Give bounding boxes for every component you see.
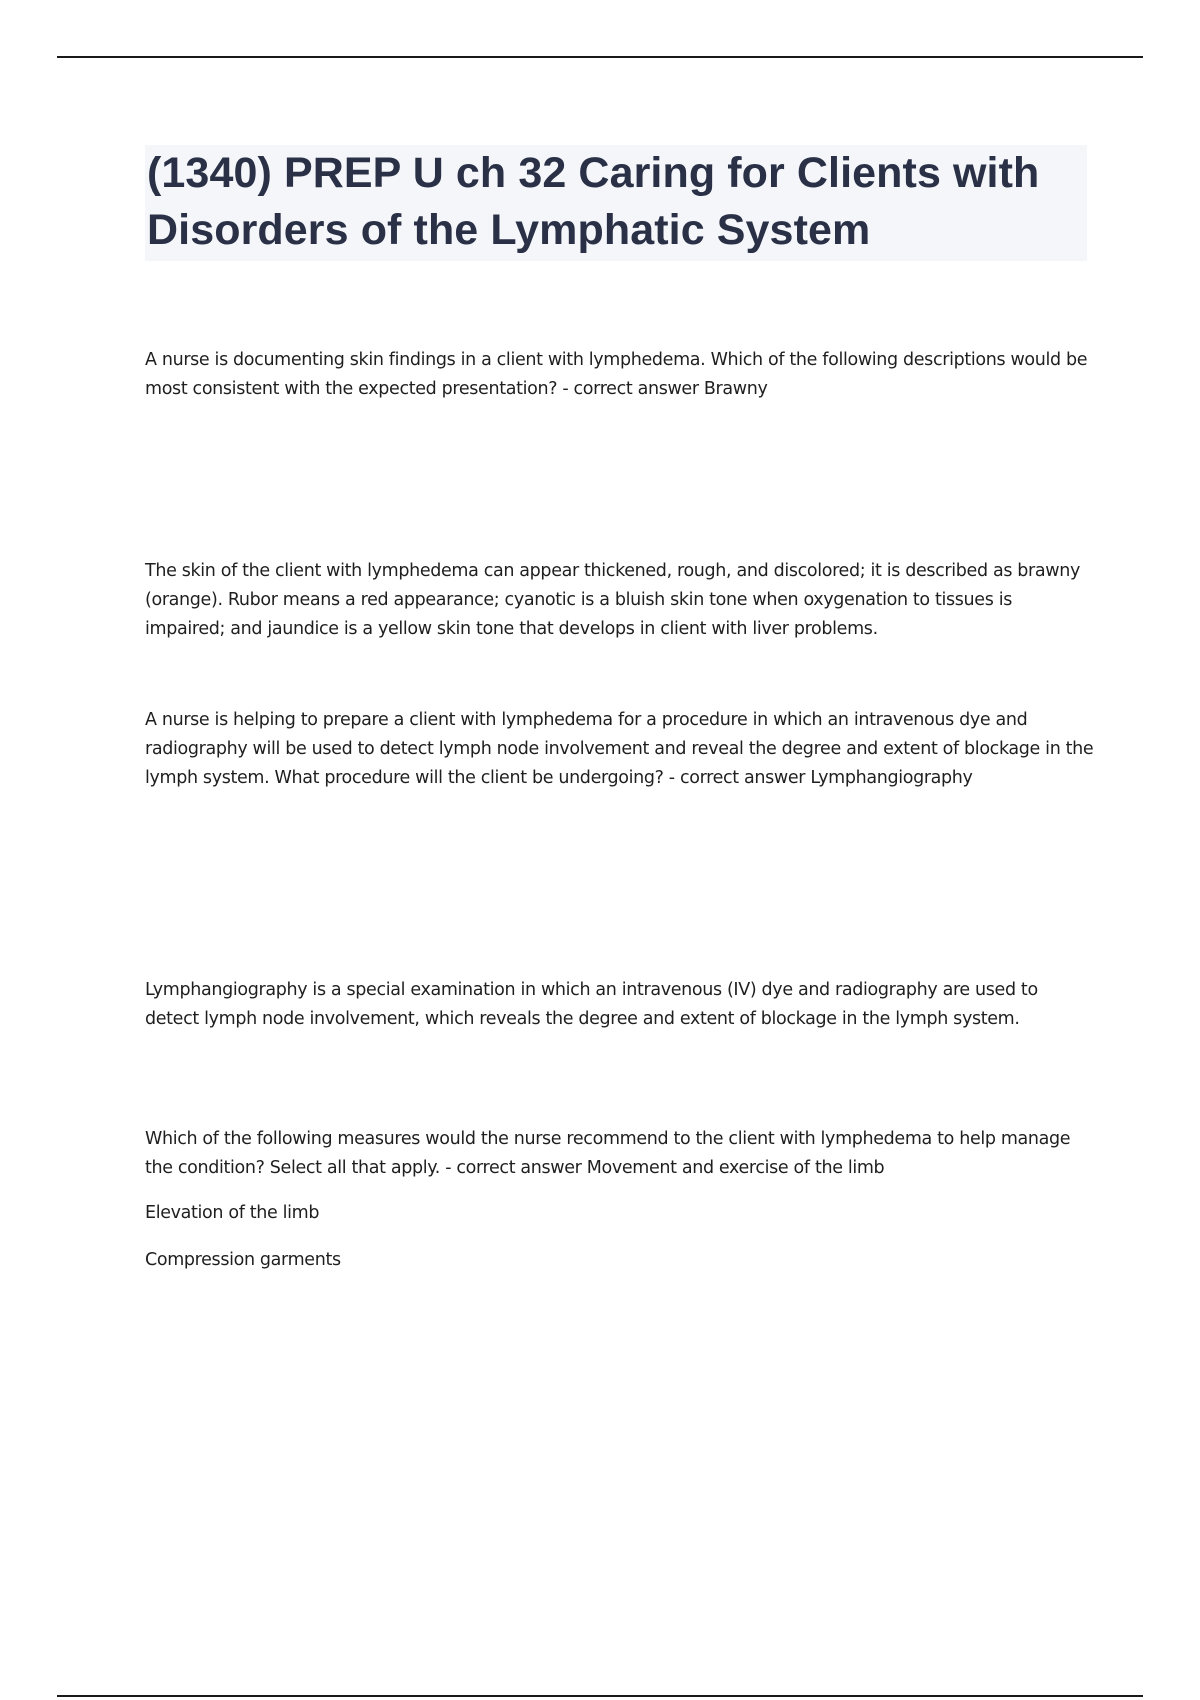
answer-option: Elevation of the limb (145, 1203, 320, 1223)
title-block (145, 145, 1087, 261)
answer-option: Compression garments (145, 1250, 341, 1270)
document-title: (1340) PREP U ch 32 Caring for Clients with Disorders of the Lymphatic System (147, 149, 1040, 254)
header-rule (57, 56, 1143, 58)
footer-rule (57, 1695, 1143, 1697)
question-3: Which of the following measures would the nurse recommend to the client with lymphedema to help manage the condition? Select all that apply. - correct answer Movement and exercise of the limb (145, 1129, 1071, 1178)
question-1: A nurse is documenting skin findings in a client with lymphedema. Which of the following descriptions would be most consistent with the expected presentation? - correct answer Brawny (145, 350, 1088, 399)
question-2: A nurse is helping to prepare a client with lymphedema for a procedure in which an intravenous dye and radiography will be used to detect lymph node involvement and reveal the degree and extent of blockage in the lymph system. What procedure will the client be undergoing? - correct answer Lymphangiography (145, 710, 1094, 788)
rationale-2: Lymphangiography is a special examination in which an intravenous (IV) dye and radiography are used to detect lymph node involvement, which reveals the degree and extent of blockage in the lymph system. (145, 980, 1038, 1029)
rationale-1: The skin of the client with lymphedema can appear thickened, rough, and discolored; it is described as brawny (orange). Rubor means a red appearance; cyanotic is a bluish skin tone when oxygenation to tissues is impaired; and jaundice is a yellow skin tone that develops in client with liver problems. (145, 561, 1080, 639)
